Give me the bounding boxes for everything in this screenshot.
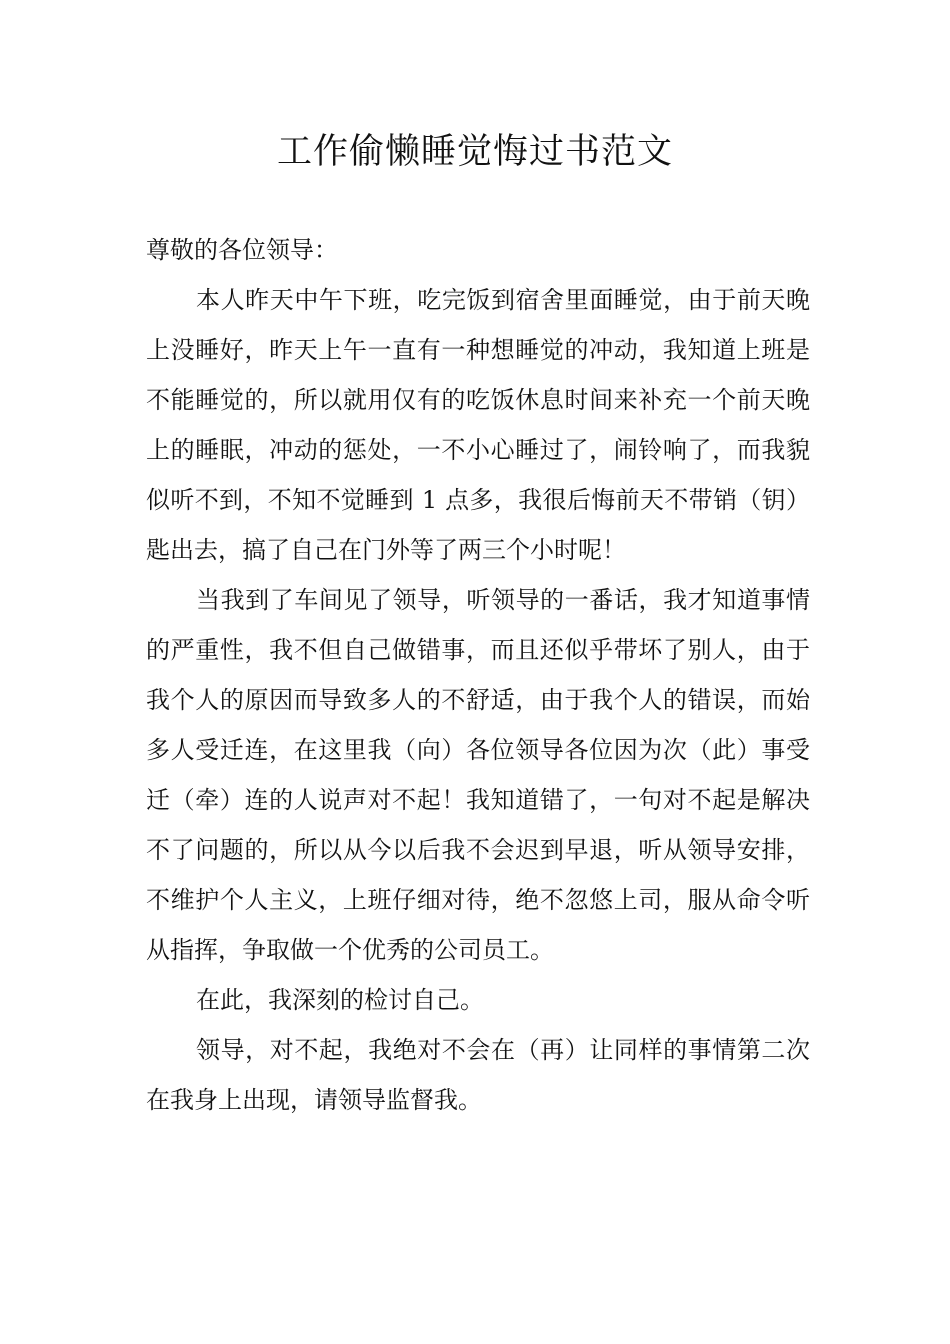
paragraph-3: 在此，我深刻的检讨自己。: [196, 986, 484, 1014]
paragraph-1: 本人昨天中午下班，吃完饭到宿舍里面睡觉，由于前天晚上没睡好，昨天上午一直有一种想睡觉的冲动，我知道上班是不能睡觉的，所以就用仅有的吃饭休息时间来补充一个前天晚上的睡眠，冲动的惩处，一不小心睡过了，闹铃响了，而我貌似听不到，不知不觉睡到 1 点多，我很后悔前天不带销（钥）匙出去，搞了自己在门外等了两三个小时呢！: [146, 286, 810, 564]
paragraph-4: 领导，对不起，我绝对不会在（再）让同样的事情第二次在我身上出现，请领导监督我。: [146, 1036, 810, 1114]
salutation: 尊敬的各位领导：: [146, 236, 338, 264]
document-title: 工作偷懒睡觉悔过书范文: [276, 132, 673, 172]
document-body: [146, 225, 810, 1125]
paragraph-2: 当我到了车间见了领导，听领导的一番话，我才知道事情的严重性，我不但自己做错事，而且还似乎带坏了别人，由于我个人的原因而导致多人的不舒适，由于我个人的错误，而始多人受迁连，在这里我（向）各位领导各位因为次（此）事受迁（牵）连的人说声对不起！我知道错了，一句对不起是解决不了问题的，所以从今以后我不会迟到早退，听从领导安排，不维护个人主义，上班仔细对待，绝不忽悠上司，服从命令听从指挥，争取做一个优秀的公司员工。: [146, 586, 810, 964]
